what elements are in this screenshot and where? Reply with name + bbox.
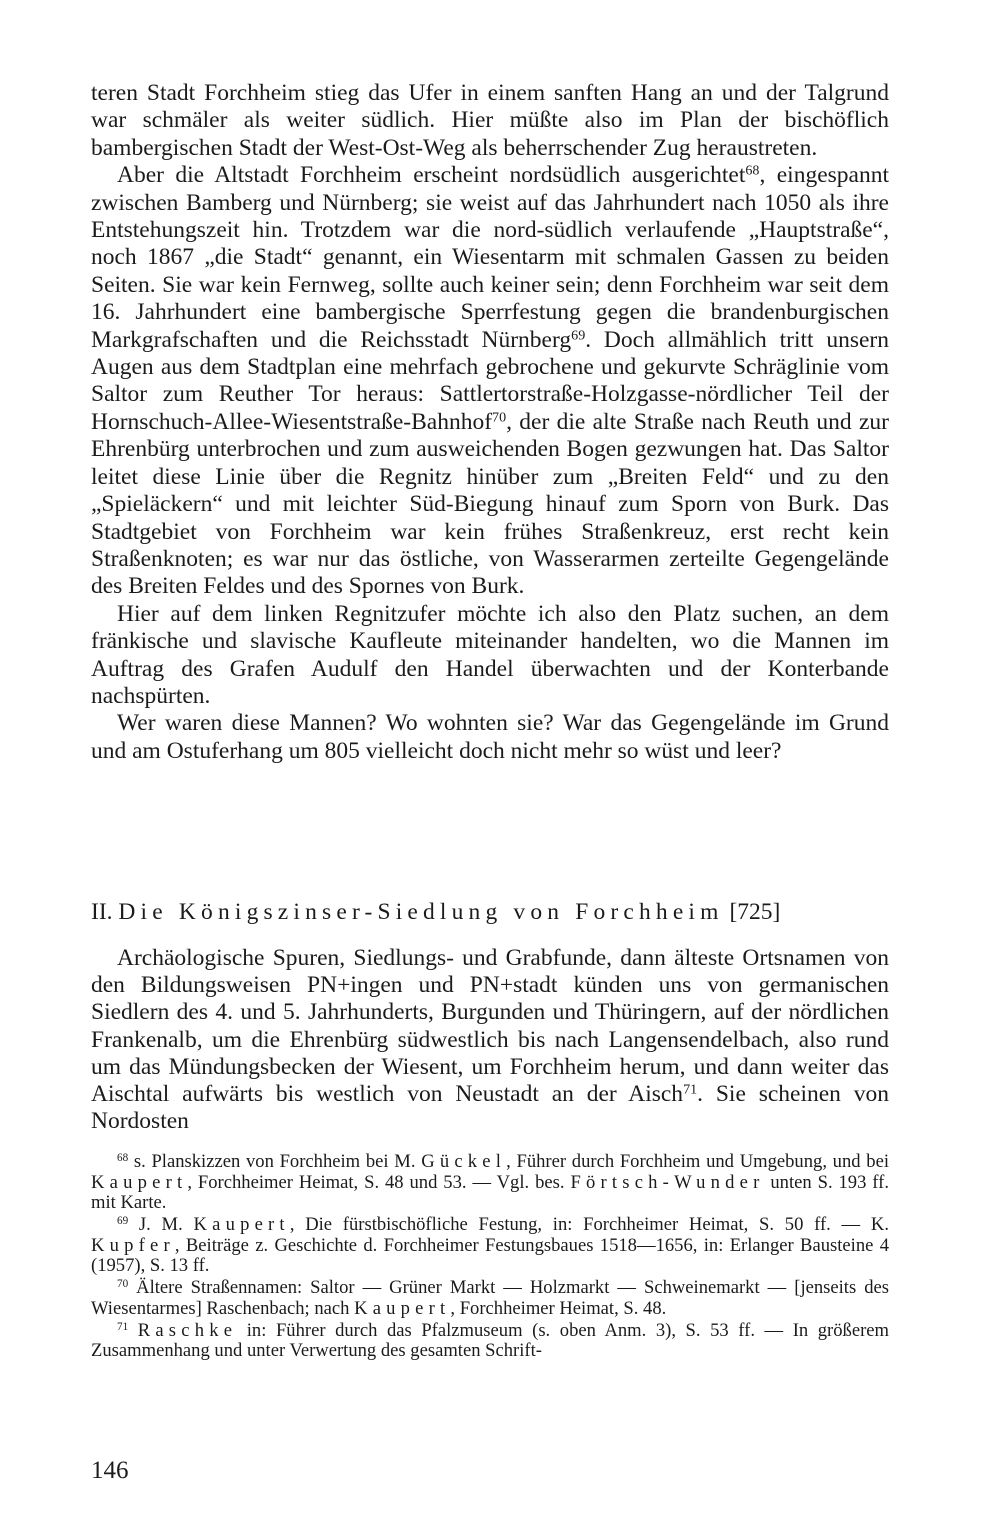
paragraph-2-part-b: , eingespannt zwischen Bamberg und Nürnberg; sie weist auf das Jahrhundert nach 1050 als ihre Entstehungszeit hin. Trotzdem war die nord-südlich verlaufende „Hauptstraße“, noch 1867 „die Stadt“ genannt, ein Wiesentarm mit schmalen Gassen zu beiden Seiten. Sie war kein Fernweg, sollte auch keiner sein; denn Forchheim war seit dem 16. Jahrhundert eine bambergische Sperrfestung gegen die brandenburgischen Markgrafschaften und die Reichsstadt Nürnberg [91, 162, 889, 353]
footnote-number: 69 [117, 1214, 129, 1227]
section-number: II. [91, 899, 113, 925]
author-name: Kupfer [91, 1234, 175, 1256]
footnote-70 [91, 1278, 889, 1319]
footnote-text: unten S. 193 ff. mit Karte. [91, 1171, 889, 1213]
author-name: Förtsch-Wunder [570, 1171, 765, 1193]
footnote-text: s. Planskizzen von Forchheim bei M. [133, 1151, 422, 1172]
footnote-number: 70 [117, 1277, 129, 1290]
section-text [91, 945, 889, 1135]
section-paragraph [91, 945, 889, 1135]
footnote-text: J. M. [138, 1214, 194, 1235]
author-name: Kaupert [354, 1297, 451, 1319]
section-paragraph-part-a: Archäologische Spuren, Siedlungs- und Grabfunde, dann älteste Ortsnamen von den Bildungsweisen PN+ingen und PN+stadt künden uns von germanischen Siedlern des 4. und 5. Jahrhunderts, Burgunden und Thüringern, auf der nördlichen Frankenalb, um die Ehrenbürg südwestlich bis nach Langensendelbach, also rund um das Mündungsbecken der Wiesent, um Forchheim herum, und dann weiter das Aischtal aufwärts bis westlich von Neustadt an der Aisch [91, 945, 889, 1108]
section-paragraph-part-b: . Sie scheinen von Nordosten [91, 1081, 889, 1135]
author-name: Kaupert [91, 1171, 188, 1193]
footnote-text: , Die fürstbischöfliche Festung, in: Forchheimer Heimat, S. 50 ff. — K. [289, 1214, 889, 1235]
author-name: Gückel [421, 1151, 507, 1172]
footnote-text: in: Führer durch das Pfalzmuseum (s. oben Anm. 3), S. 53 ff. — In größerem Zusammenhang und unter Verwertung des gesamten Schrift- [91, 1319, 890, 1361]
section-page-ref: [725] [729, 899, 781, 925]
paragraph-3: Hier auf dem linken Regnitzufer möchte ich also den Platz suchen, an dem fränkische und slavische Kaufleute miteinander handelten, wo die Mannen im Auftrag des Grafen Audulf den Handel überwachten und der Konterbande nachspürten. [91, 600, 889, 709]
footnote-number: 68 [117, 1151, 129, 1164]
footnote-69 [91, 1215, 889, 1277]
author-name: Raschke [137, 1319, 238, 1341]
paragraph-4: Wer waren diese Mannen? Wo wohnten sie? War das Gegengelände im Grund und am Ostuferhang um 805 vielleicht doch nicht mehr so wüst und leer? [91, 710, 889, 764]
footnote-number: 71 [117, 1320, 129, 1333]
footnote-text: Ältere Straßennamen: Saltor — Grüner Markt — Holzmarkt — Schweinemarkt — [jenseits des Wiesentarmes] Raschenbach; nach [91, 1277, 889, 1319]
paragraph-1: teren Stadt Forchheim stieg das Ufer in einem sanften Hang an und der Talgrund war schmäler als weiter südlich. Hier müßte also im Plan der bischöflich bambergischen Stadt der West-Ost-Weg als beherrschender Zug heraustreten. [91, 80, 889, 161]
footnote-71 [91, 1321, 889, 1362]
paragraph-2-part-c: . Doch allmählich tritt unsern Augen aus dem Stadtplan eine mehrfach gebrochene und gekurvte Schräglinie vom Saltor zum Reuther Tor heraus: Sattlertorstraße-Holzgasse-nördlicher Teil der Hornschuch-Allee-Wiesentstraße-Bahnhof [91, 326, 889, 435]
section-title: Die Königszinser-Siedlung von Forchheim [118, 899, 724, 925]
section-heading [91, 898, 889, 926]
paragraph-2-part-a: Aber die Altstadt Forchheim erscheint nordsüdlich ausgerichtet [117, 162, 746, 189]
footnote-ref-69[interactable]: 69 [571, 326, 586, 343]
footnote-ref-68[interactable]: 68 [745, 162, 760, 179]
author-name: Kaupert [193, 1214, 290, 1235]
footnote-68 [91, 1152, 889, 1214]
main-text [91, 80, 889, 765]
footnote-text: , Forchheimer Heimat, S. 48. [450, 1297, 667, 1319]
footnote-text: , Forchheimer Heimat, S. 48 und 53. — Vgl. bes. [187, 1171, 571, 1193]
paragraph-2-part-d: , der die alte Straße nach Reuth und zur Ehrenbürg unterbrochen und zum ausweichenden Bogen gezwungen hat. Das Saltor leitet diese Linie über die Regnitz hinüber zum „Breiten Feld“ und zu den „Spieläckern“ und mit leichter Süd-Biegung hinauf zum Sporn von Burk. Das Stadtgebiet von Forchheim war kein frühes Straßenkreuz, erst recht kein Straßenknoten; es war nur das östliche, von Wasserarmen zerteilte Gegengelände des Breiten Feldes und des Spornes von Burk. [91, 408, 889, 600]
footnote-ref-71[interactable]: 71 [683, 1081, 698, 1098]
page-number: 146 [91, 1457, 129, 1484]
footnote-text: , Führer durch Forchheim und Umgebung, und bei [506, 1151, 889, 1172]
footnote-ref-70[interactable]: 70 [492, 409, 507, 426]
paragraph-2 [91, 162, 889, 601]
footnotes [91, 1152, 889, 1363]
footnote-text: , Beiträge z. Geschichte d. Forchheimer Festungsbaues 1518—1656, in: Erlanger Bausteine 4 (1957), S. 13 ff. [91, 1234, 889, 1276]
